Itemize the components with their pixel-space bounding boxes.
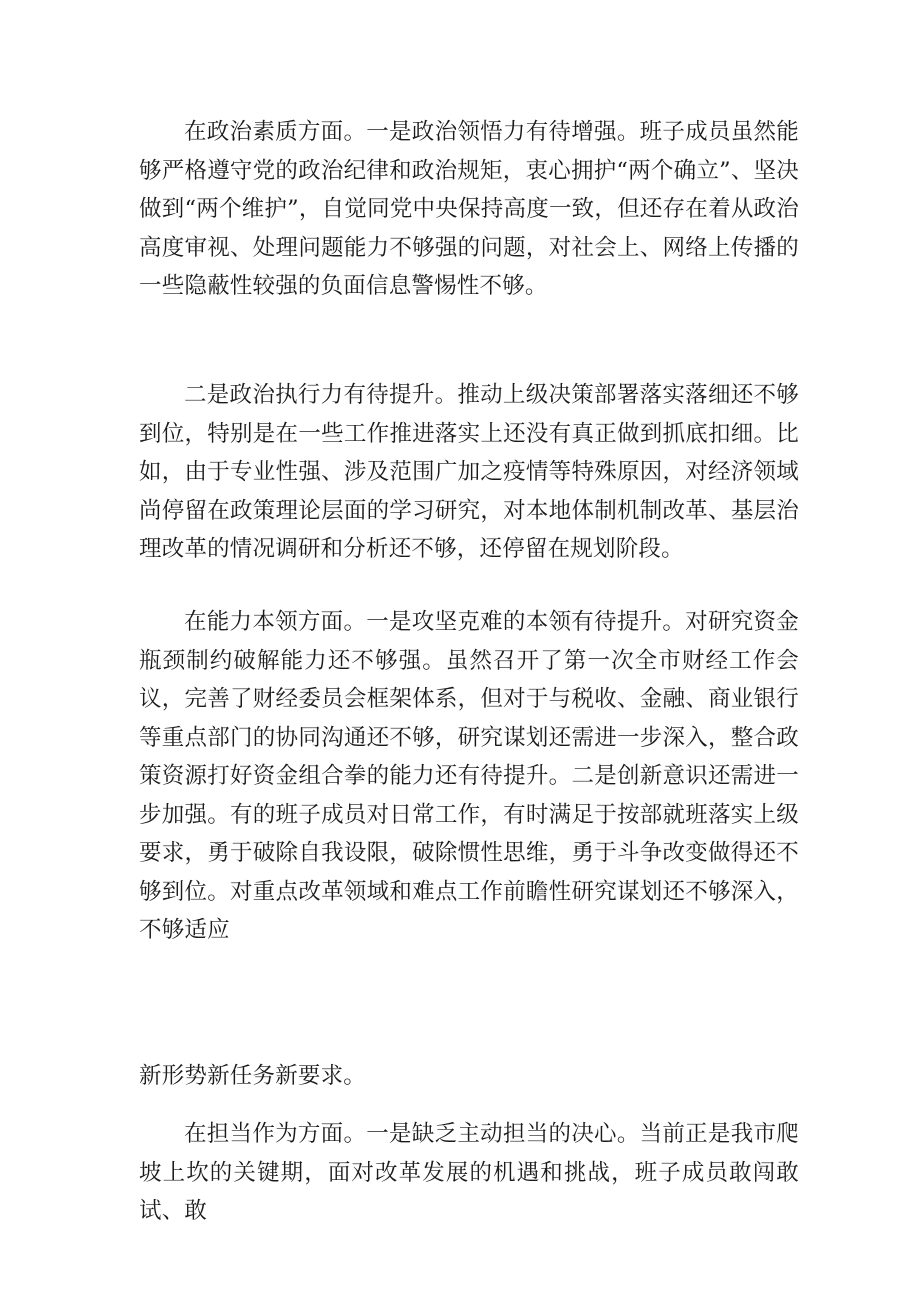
paragraph-political-execution: 二是政治执行力有待提升。推动上级决策部署落实落细还不够到位，特别是在一些工作推进落实上还没有真正做到抓底扣细。比如，由于专业性强、涉及范围广加之疫情等特殊原因，对经济领域尚停留在政策理论层面的学习研究，对本地体制机制改革、基层治理改革的情况调研和分析还不够，还停留在规划阶段。 [139,382,799,562]
paragraph-political-quality: 在政治素质方面。一是政治领悟力有待增强。班子成员虽然能够严格遵守党的政治纪律和政治规矩，衷心拥护“两个确立”、坚决做到“两个维护”，自觉同党中央保持高度一致，但还存在着从政治高度审视、处理问题能力不够强的问题，对社会上、网络上传播的一些隐蔽性较强的负面信息警惕性不够。 [139,119,799,299]
paragraph-responsibility: 在担当作为方面。一是缺乏主动担当的决心。当前正是我市爬坡上坎的关键期，面对改革发展的机遇和挑战，班子成员敢闯敢试、敢 [139,1121,799,1224]
paragraph-continuation: 新形势新任务新要求。 [139,1063,367,1089]
paragraph-ability: 在能力本领方面。一是攻坚克难的本领有待提升。对研究资金瓶颈制约破解能力还不够强。虽然召开了第一次全市财经工作会议，完善了财经委员会框架体系，但对于与税收、金融、商业银行等重点部门的协同沟通还不够，研究谋划还需进一步深入，整合政策资源打好资金组合拳的能力还有待提升。二是创新意识还需进一步加强。有的班子成员对日常工作，有时满足于按部就班落实上级要求，勇于破除自我设限，破除惯性思维，勇于斗争改变做得还不够到位。对重点改革领域和难点工作前瞻性研究谋划还不够深入，不够适应 [139,609,799,943]
